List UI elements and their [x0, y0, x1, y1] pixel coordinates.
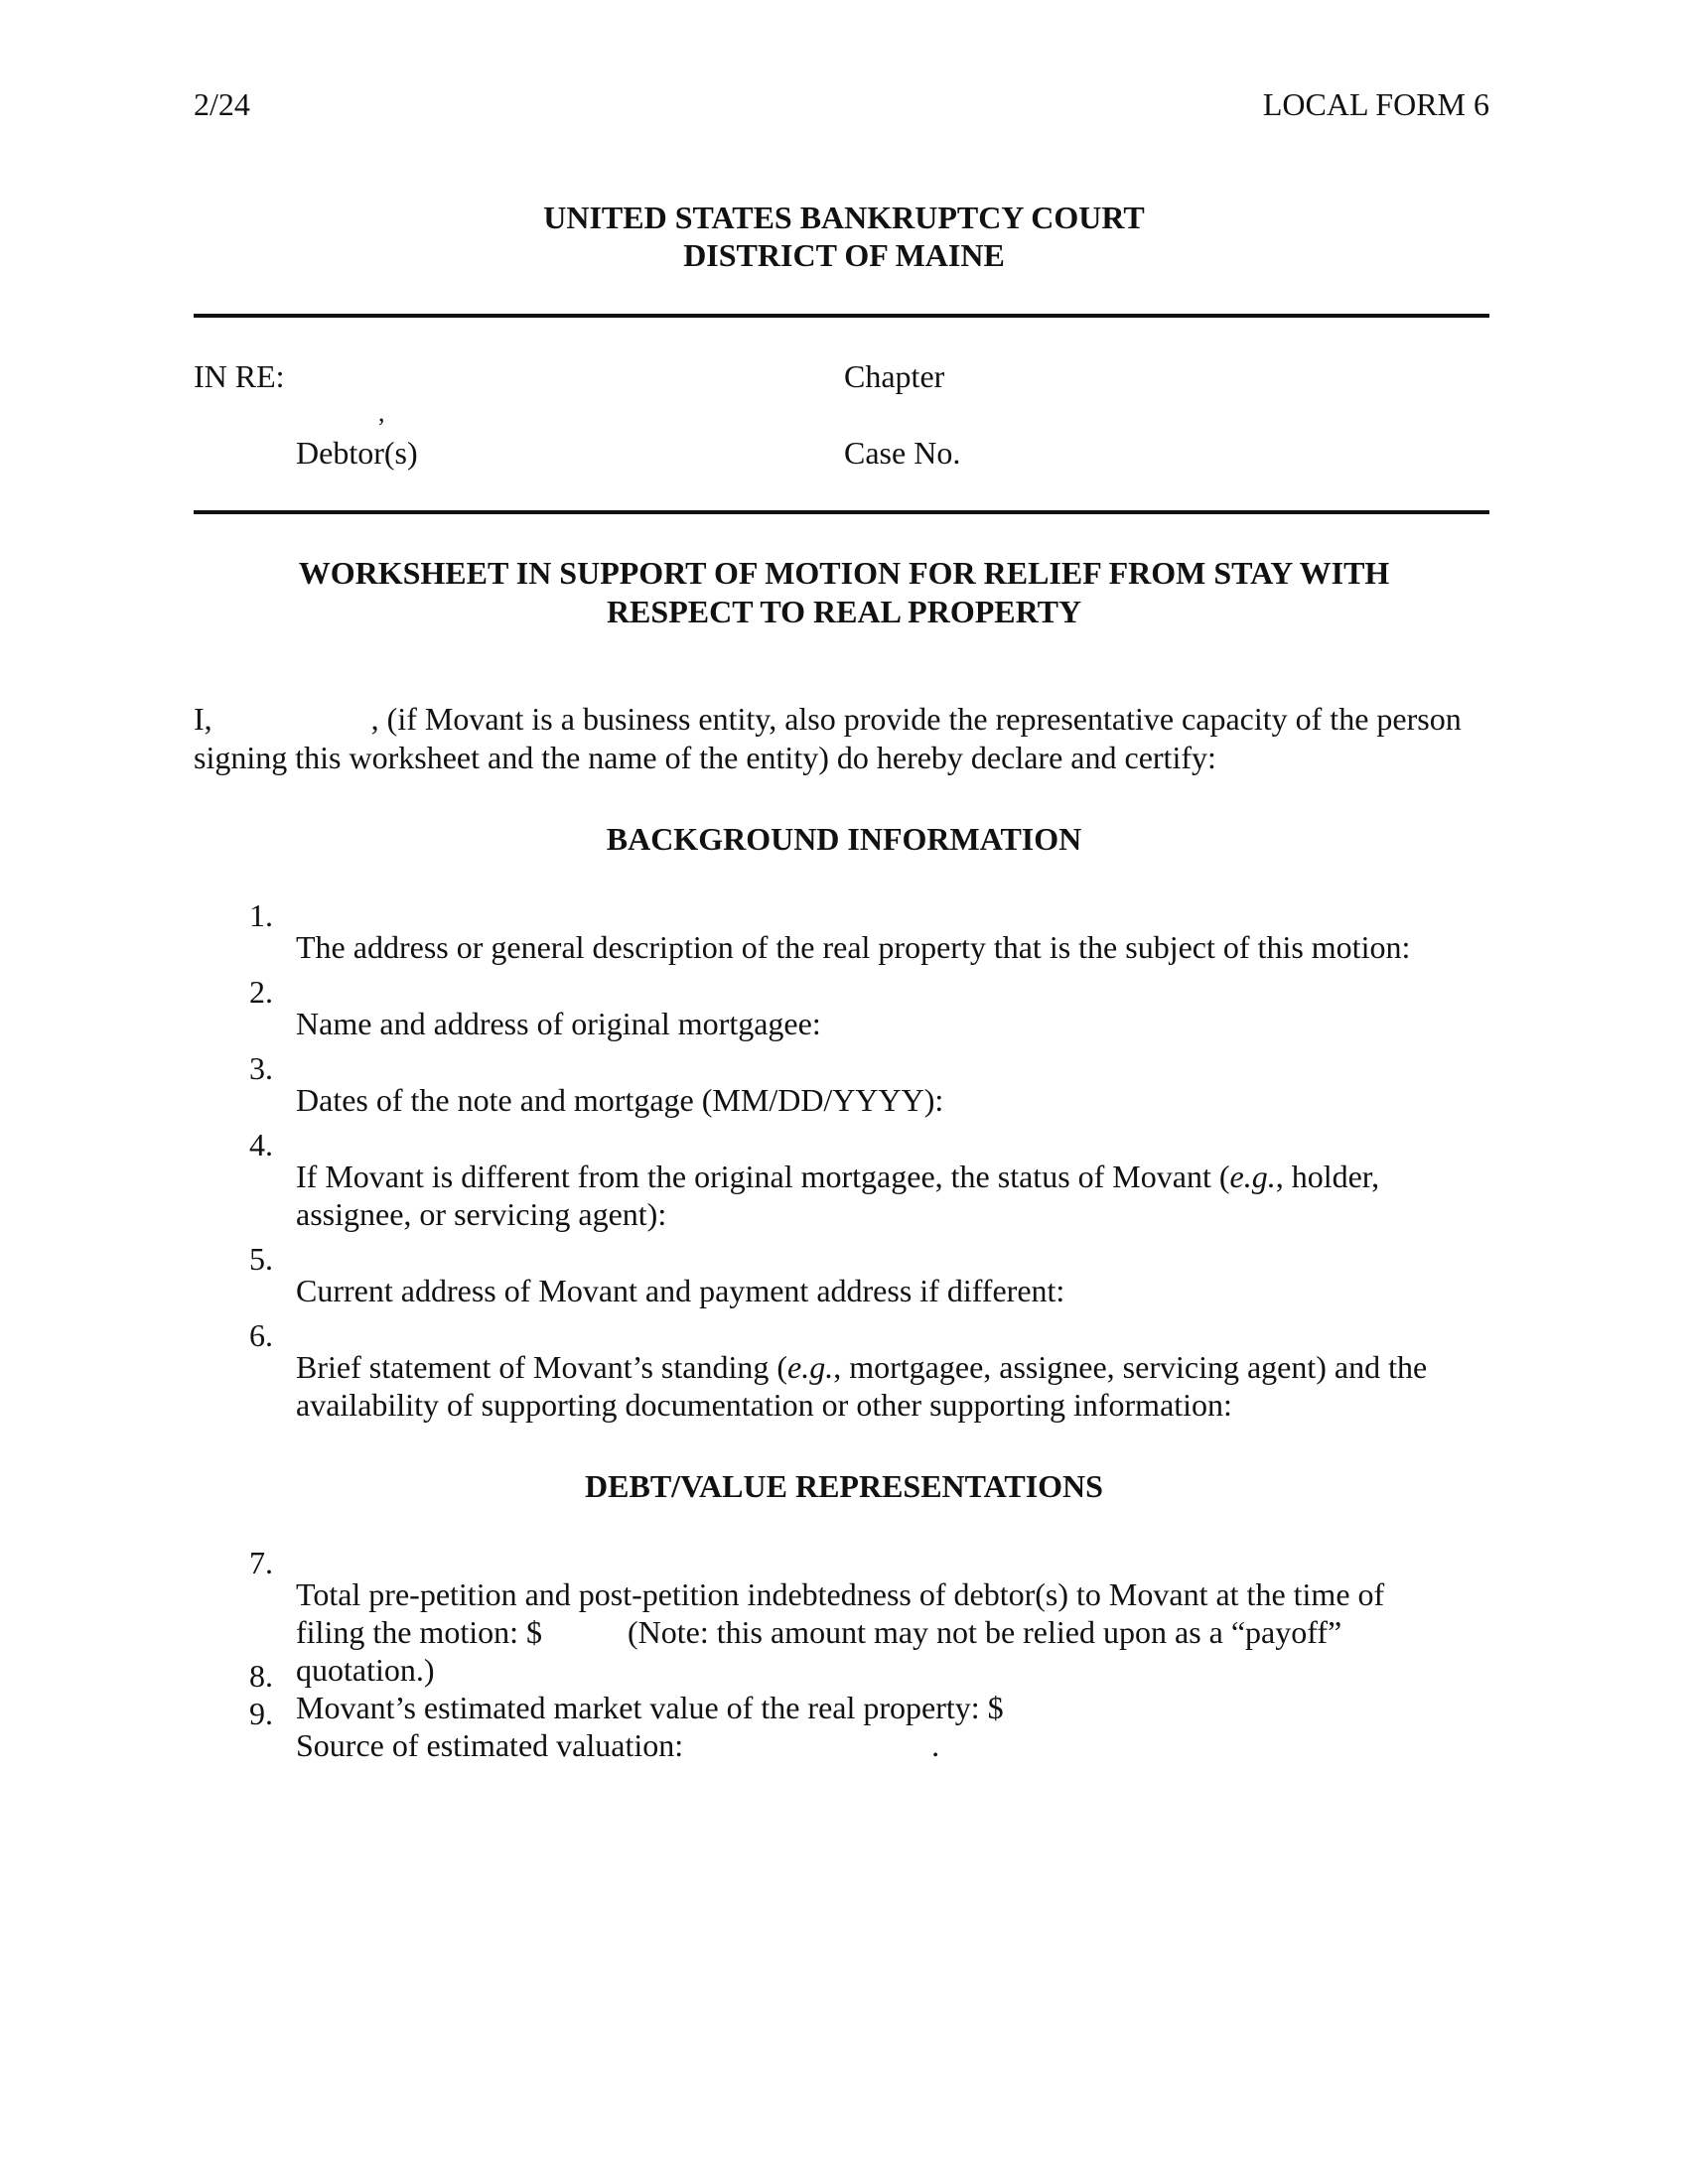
chapter-label: Chapter [844, 358, 945, 394]
caption-bottom-rule [194, 510, 1489, 514]
declaration-line2: signing this worksheet and the name of the entity) do hereby declare and certify: [194, 740, 1216, 775]
item-number: 7. [249, 1545, 273, 1580]
item-text: Current address of Movant and payment address if different: [296, 1273, 1065, 1308]
item-number: 4. [249, 1127, 273, 1162]
item-text: The address or general description of the real property that is the subject of this motion: [296, 929, 1411, 965]
item-number: 2. [249, 974, 273, 1010]
declaration-rest: , (if Movant is a business entity, also provide the representative capacity of the person [370, 701, 1462, 737]
section-heading-background: BACKGROUND INFORMATION [606, 821, 1082, 857]
section-heading-debt-value: DEBT/VALUE REPRESENTATIONS [585, 1468, 1103, 1504]
case-number-label: Case No. [844, 435, 961, 471]
item-text-line2: filing the motion: $ (Note: this amount may not be relied upon as a “payoff” [296, 1614, 1342, 1650]
debtors-label: Debtor(s) [296, 435, 418, 471]
item-text-line1: Total pre-petition and post-petition indebtedness of debtor(s) to Movant at the time of [296, 1576, 1385, 1612]
item-number: 5. [249, 1241, 273, 1277]
item-number: 1. [249, 897, 273, 933]
item-text-line2: availability of supporting documentation or other supporting information: [296, 1387, 1232, 1423]
form-revision-date: 2/24 [194, 86, 250, 122]
worksheet-title-line1: WORKSHEET IN SUPPORT OF MOTION FOR RELIEF FROM STAY WITH [298, 555, 1390, 591]
item-text: Name and address of original mortgagee: [296, 1006, 821, 1041]
item-text-line1: Brief statement of Movant’s standing (e.g., mortgagee, assignee, servicing agent) and the [296, 1349, 1428, 1385]
declaration-line1 [194, 700, 1514, 739]
item-text: Source of estimated valuation: . [296, 1727, 940, 1763]
item-text: Movant’s estimated market value of the real property: $ [296, 1690, 1004, 1725]
caption-top-rule [194, 314, 1489, 318]
court-name: UNITED STATES BANKRUPTCY COURT [543, 200, 1145, 235]
declaration-start: I, [194, 701, 212, 737]
court-district: DISTRICT OF MAINE [683, 237, 1005, 273]
item-text-line2: assignee, or servicing agent): [296, 1196, 667, 1232]
item-number: 9. [249, 1696, 273, 1731]
item-text: Dates of the note and mortgage (MM/DD/YYYY): [296, 1082, 944, 1118]
item-number: 3. [249, 1050, 273, 1086]
item-text-line3: quotation.) [296, 1652, 435, 1688]
item-text-line1: If Movant is different from the original mortgagee, the status of Movant (e.g., holder, [296, 1159, 1380, 1194]
worksheet-title-line2: RESPECT TO REAL PROPERTY [606, 594, 1082, 629]
debtor-name-comma: , [378, 398, 385, 427]
in-re-label: IN RE: [194, 358, 285, 394]
item-number: 8. [249, 1658, 273, 1694]
item-number: 6. [249, 1317, 273, 1353]
item-end-period: . [931, 1727, 940, 1763]
form-identifier: LOCAL FORM 6 [1262, 86, 1489, 122]
